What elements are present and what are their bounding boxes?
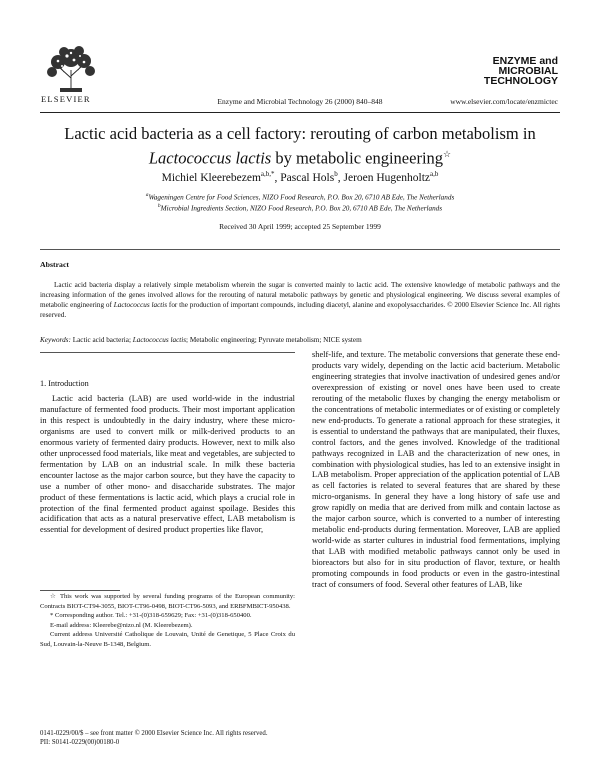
author-list — [0, 170, 600, 184]
affiliation-sup: b — [157, 203, 161, 209]
header-divider — [40, 112, 560, 113]
author-name: Pascal Hols — [280, 171, 335, 184]
copyright-block — [40, 729, 268, 747]
title-footnote-mark[interactable]: ☆ — [443, 149, 452, 159]
footnote-rule — [40, 590, 120, 591]
author-name: Michiel Kleerebezem — [161, 171, 261, 184]
keywords — [40, 336, 560, 344]
footnote: Current address Université Catholique de Louvain, Unité de Genetique, 5 Place Croix du Sud, Louvain-la-Neuve B-1348, Belgium. — [40, 631, 295, 648]
keywords-label: Keywords: — [40, 336, 71, 344]
keywords-species: Lactococcus lactis — [132, 336, 187, 344]
affiliation-text: Microbial Ingredients Section, NIZO Food Research, P.O. Box 20, 6710 AB Ede, The Netherlands — [160, 204, 443, 213]
keywords-b: ; Metabolic engineering; Pyruvate metabolism; NICE system — [186, 336, 362, 344]
journal-logo-line: ENZYME and — [492, 55, 558, 67]
footnote-email[interactable]: E-mail address: Kleerebe@nizo.nl (M. Kleerebezem). — [50, 621, 193, 629]
abstract-text — [40, 280, 560, 320]
author-separator: , — [337, 171, 344, 184]
journal-logo — [478, 56, 558, 86]
article-title — [60, 123, 540, 169]
journal-url-link[interactable]: www.elsevier.com/locate/enzmictec — [450, 97, 558, 106]
affiliation — [0, 192, 600, 201]
pii-line: PII: S0141-0229(00)00180-0 — [40, 739, 120, 746]
abstract-body-a: Lactic acid bacteria display a relatively simple metabolism wherein the sugar is converted mainly to lactic acid. The extensive knowledge of metabolic pathways and the increasing information of the genes involved allows for the rerouting of natural metabolic pathways by genetic and physiological engineering. We discuss several examples of metabolic engineering of — [40, 281, 560, 309]
keywords-a: Lactic acid bacteria; — [70, 336, 133, 344]
abstract-top-rule — [40, 249, 560, 250]
author-sup[interactable]: a,b,* — [260, 170, 275, 178]
author-sup[interactable]: b — [334, 170, 338, 178]
section-heading: 1. Introduction — [40, 379, 89, 388]
received-dates: Received 30 April 1999; accepted 25 September 1999 — [219, 222, 381, 231]
affiliation-sup: a — [145, 192, 149, 198]
title-rest: by metabolic engineering — [271, 148, 444, 168]
journal-logo-line: TECHNOLOGY — [483, 75, 558, 87]
abstract-species: Lactococcus lactis — [113, 301, 168, 309]
journal-logo-line: MICROBIAL — [498, 65, 558, 77]
footnotes — [40, 592, 295, 650]
affiliation-text: Wageningen Centre for Food Sciences, NIZO Food Research, P.O. Box 20, 6710 AB Ede, The Netherlands — [148, 193, 455, 202]
journal-reference: Enzyme and Microbial Technology 26 (2000) 840–848 — [217, 97, 383, 106]
footnote: * Corresponding author. Tel.: +31-(0)318-659629; Fax: +31-(0)318-650400. — [50, 612, 252, 620]
footnote: ☆ This work was supported by several funding programs of the European community: Contracts BIOT-CT94-3055, BIOT-CT96-0498, BIOT-CT96-5093, and ERBFMBICT-950438. — [40, 593, 295, 610]
title-line1: Lactic acid bacteria as a cell factory: rerouting of carbon metabolism in — [64, 124, 536, 143]
title-species: Lactococcus lactis — [148, 148, 272, 168]
body-column-left — [40, 394, 295, 536]
publisher-name: ELSEVIER — [41, 94, 91, 104]
issn-line: 0141-0229/00/$ – see front matter © 2000 Elsevier Science Inc. All rights reserved. — [40, 730, 268, 737]
author-separator: , — [274, 171, 281, 184]
author-name: Jeroen Hugenholtz — [343, 171, 431, 184]
body-column-right — [312, 350, 560, 591]
affiliation — [0, 203, 600, 212]
abstract-bottom-rule — [40, 352, 295, 353]
body-paragraph: shelf-life, and texture. The metabolic conversions that generate these end-products vary widely, depending on the lactic acid bacterium. Metabolic engineering strategies that involve inactivation of undesired genes and/or overexpression of existing or novel ones have been used to create rerouting of the metabolic fluxes by changing the energy metabolism or the concentrations of metabolic intermediates or of existing or completely new end-products. To generate a rational approach for these strategies, it is essential to understand the pathways that are manipulated, their fluxes, control factors, and the genes involved. Knowledge of the traditional pathways recognized in LAB and the characterization of new ones, in combination with physiological studies, has led to an extensive insight in LAB metabolism. Proper appreciation of the application potential of LAB as cell factories is related to several features that are shared by these micro-organisms. In general they have a long history of safe use and grow rapidly on media that are derived from milk and contain lactose as the major carbon source, which is converted to a number of interesting metabolic end-products during fermentation. Moreover, LAB are applied world-wide as starter cultures in industrial food fermentations, implying that LAB with modified metabolic pathways cannot only be used in bioreactors but also for in situ production of flavor, texture, or health promoting compounds in food products or even in the gastro-intestinal tract of consumers of food. Several other features of LAB, like — [312, 350, 560, 590]
body-paragraph: Lactic acid bacteria (LAB) are used world-wide in the industrial manufacture of fermented food products. Their most important application in this respect is undoubtedly in the dairy industry, where these micro-organisms are used to convert milk or milk-derived products to an enormous variety of fermented dairy products. However, next to milk also other unprocessed food materials, like meat and vegetables, are subjected to fermentation by LAB on an industrial scale. In milk these bacteria encounter lactose as the major carbon source, but they have the capacity to use a number of other mono- and disaccharide substrates. The major product of these fermentations is lactic acid, which plays a crucial role in protection of the final fermented product against spoilage. Besides this acidification that acts as a natural preservative effect, LAB metabolism is essential for development of desired product properties like flavor, — [40, 394, 295, 535]
abstract-heading: Abstract — [40, 260, 70, 269]
abstract-body-b: for the production of important compounds, including diacetyl, alanine and exopolysaccharides. © 2000 Elsevier Science Inc. All rights reserved. — [40, 301, 560, 319]
author-sup[interactable]: a,b — [430, 170, 439, 178]
